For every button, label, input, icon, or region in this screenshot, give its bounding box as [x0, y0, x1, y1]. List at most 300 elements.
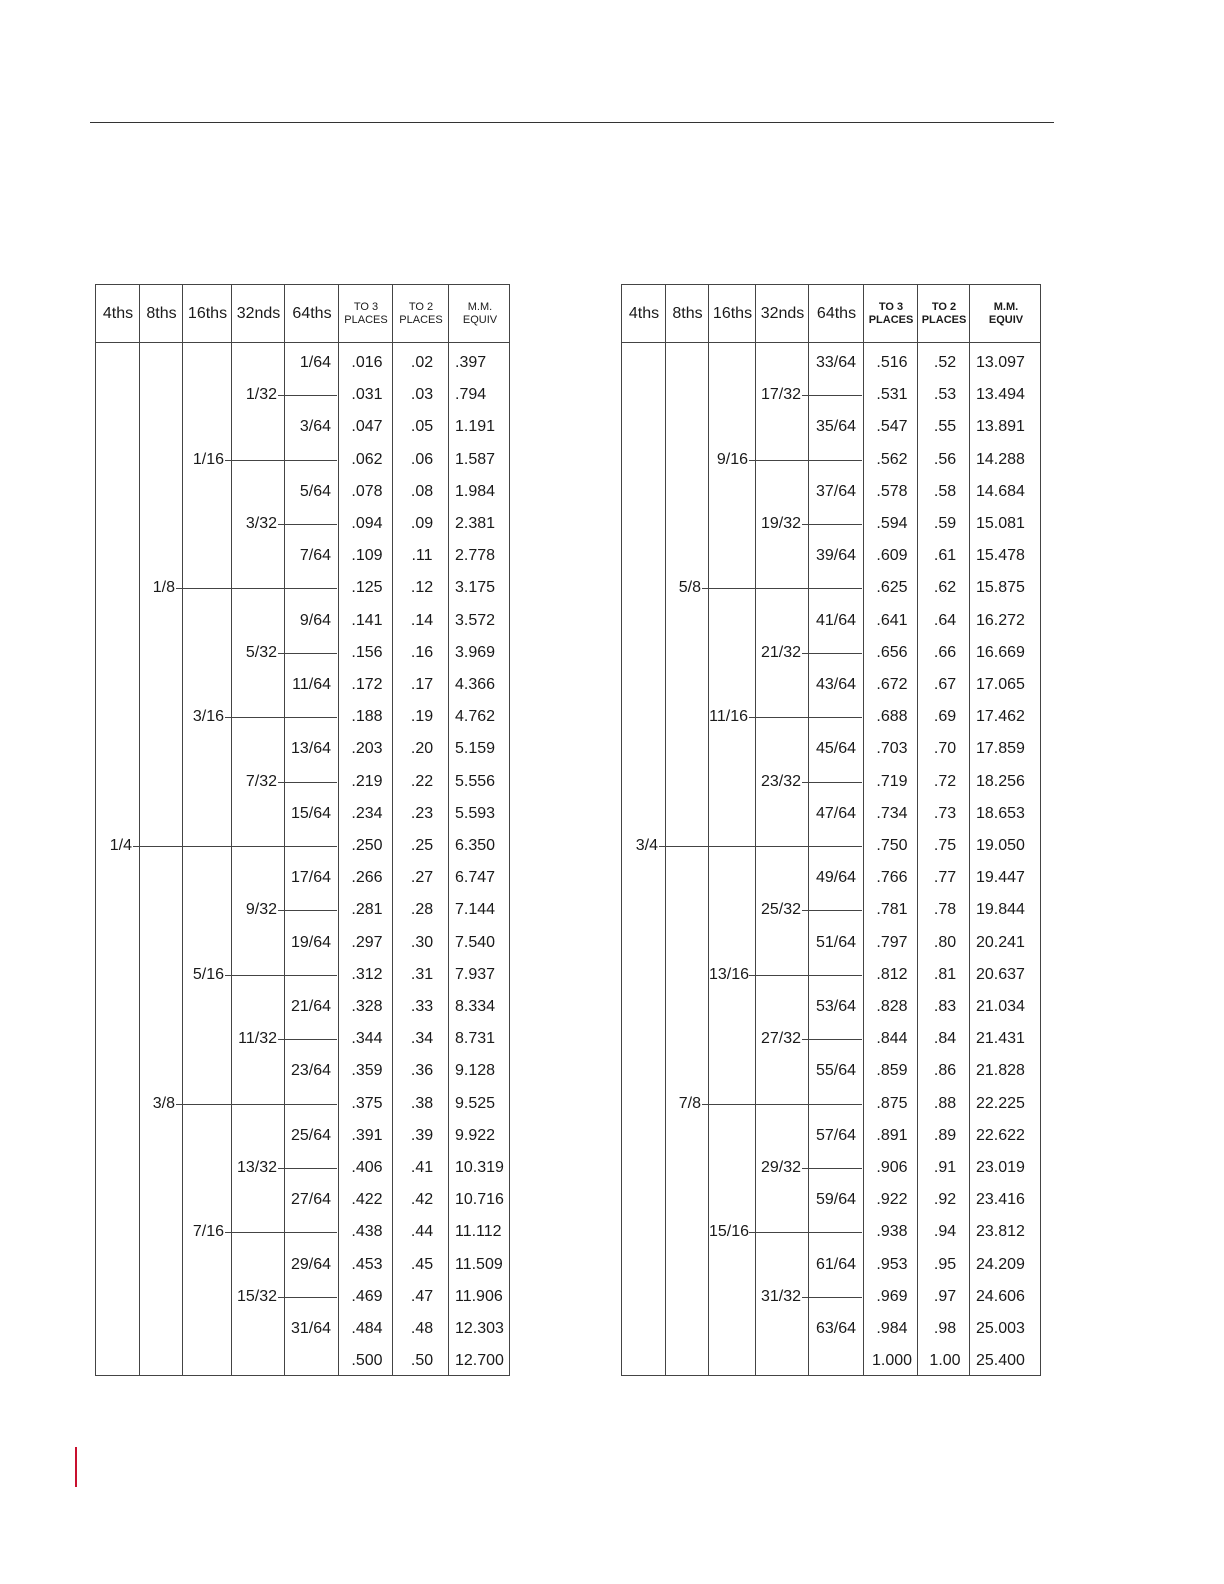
fraction-label: 1/16 [192, 450, 224, 468]
decimal-3-places: .203 [351, 740, 383, 758]
column-divider [863, 285, 864, 1375]
fraction-tick-line [802, 910, 862, 911]
decimal-2-places: .42 [410, 1191, 434, 1209]
decimal-2-places: .62 [933, 579, 957, 597]
header-mm-equiv [970, 285, 1042, 342]
header-mm-equiv-line: M.M. [467, 300, 493, 313]
header-mm-equiv [449, 285, 511, 342]
decimal-2-places: .50 [410, 1352, 434, 1370]
decimal-2-places: .94 [933, 1223, 957, 1241]
fraction-tick-line [802, 524, 862, 525]
header-mm-equiv-line: EQUIV [988, 313, 1024, 326]
fraction-label: 23/64 [290, 1062, 331, 1080]
fraction-tick-line [802, 782, 862, 783]
fraction-tick-line [225, 975, 337, 976]
column-divider [139, 285, 140, 1375]
fraction-label: 57/64 [815, 1126, 856, 1144]
mm-equivalent: 5.159 [455, 740, 496, 758]
decimal-2-places: .23 [410, 804, 434, 822]
mm-equivalent: 6.350 [455, 837, 496, 854]
fraction-tick-line [802, 1039, 862, 1040]
fraction-label: 53/64 [815, 998, 856, 1015]
fraction-label: 3/8 [152, 1094, 175, 1112]
mm-equivalent: 5.556 [455, 772, 496, 790]
decimal-3-places: .453 [351, 1255, 383, 1273]
mm-equivalent: 23.812 [976, 1223, 1025, 1241]
fraction-tick-line [133, 846, 337, 847]
fraction-label: 15/64 [290, 804, 331, 822]
header-to-3-places-line: PLACES [868, 313, 914, 326]
decimal-2-places: .06 [410, 450, 434, 468]
decimal-2-places: .86 [933, 1062, 957, 1080]
decimal-3-places: .641 [876, 611, 908, 629]
decimal-2-places: .98 [933, 1320, 957, 1337]
decimal-2-places: .33 [410, 998, 434, 1015]
mm-equivalent: 25.400 [976, 1352, 1025, 1370]
fraction-label: 5/64 [299, 482, 331, 500]
decimal-2-places: .66 [933, 643, 957, 661]
fraction-label: 39/64 [815, 547, 856, 565]
fraction-tick-line [802, 1168, 862, 1169]
fraction-label: 7/8 [678, 1094, 701, 1112]
mm-equivalent: 8.334 [455, 998, 496, 1015]
fraction-tick-line [659, 846, 862, 847]
decimal-2-places: .44 [410, 1223, 434, 1241]
fraction-label: 15/32 [236, 1287, 277, 1305]
decimal-3-places: .766 [876, 869, 908, 887]
mm-equivalent: 6.747 [455, 869, 496, 887]
fraction-decimal-table-right [621, 284, 1041, 1376]
column-divider [917, 285, 918, 1375]
decimal-2-places: .64 [933, 611, 957, 629]
mm-equivalent: 24.209 [976, 1255, 1025, 1273]
decimal-3-places: .250 [351, 837, 383, 854]
decimal-2-places: .34 [410, 1030, 434, 1048]
fraction-tick-line [802, 653, 862, 654]
mm-equivalent: 3.572 [455, 611, 496, 629]
mm-equivalent: 11.112 [455, 1223, 502, 1241]
mm-equivalent: 3.175 [455, 579, 496, 597]
decimal-2-places: .53 [933, 386, 957, 404]
decimal-2-places: .56 [933, 450, 957, 468]
fraction-label: 9/16 [716, 450, 748, 468]
fraction-label: 13/32 [236, 1159, 277, 1176]
fraction-tick-line [278, 653, 337, 654]
decimal-2-places: .77 [933, 869, 957, 887]
mm-equivalent: 15.478 [976, 547, 1025, 565]
mm-equivalent: 9.128 [455, 1062, 496, 1080]
fraction-tick-line [802, 1297, 862, 1298]
mm-equivalent: 13.891 [976, 418, 1025, 436]
header-32nds: 32nds [236, 304, 281, 322]
decimal-2-places: .45 [410, 1255, 434, 1273]
fraction-tick-line [702, 588, 862, 589]
fraction-label: 31/32 [760, 1287, 801, 1305]
header-16ths: 16ths [712, 304, 753, 322]
header-16ths: 16ths [187, 304, 228, 322]
decimal-2-places: .58 [933, 482, 957, 500]
header-4ths: 4ths [102, 304, 134, 322]
decimal-3-places: .594 [876, 515, 908, 532]
decimal-3-places: .078 [351, 482, 383, 500]
mm-equivalent: 13.494 [976, 386, 1025, 404]
header-to-3-places-line: PLACES [344, 313, 388, 326]
header-to-2-places-line: TO 2 [408, 300, 434, 313]
fraction-label: 19/32 [760, 515, 801, 532]
decimal-3-places: .234 [351, 804, 383, 822]
mm-equivalent: 1.587 [455, 450, 496, 468]
mm-equivalent: 19.447 [976, 869, 1025, 887]
column-divider [392, 285, 393, 1375]
decimal-3-places: .703 [876, 740, 908, 758]
decimal-3-places: .016 [351, 354, 383, 371]
fraction-label: 15/16 [709, 1223, 750, 1241]
decimal-2-places: .41 [410, 1159, 434, 1176]
decimal-3-places: .656 [876, 643, 908, 661]
decimal-2-places: .69 [933, 708, 957, 726]
decimal-3-places: .297 [351, 933, 383, 951]
header-64ths: 64ths [816, 304, 857, 322]
decimal-3-places: .219 [351, 772, 383, 790]
decimal-2-places: .61 [933, 547, 957, 565]
decimal-3-places: .375 [351, 1094, 383, 1112]
decimal-3-places: .422 [351, 1191, 383, 1209]
mm-equivalent: 9.922 [455, 1126, 496, 1144]
decimal-3-places: .500 [351, 1352, 383, 1370]
decimal-2-places: .02 [410, 354, 434, 371]
decimal-2-places: .17 [410, 676, 434, 693]
decimal-3-places: .438 [351, 1223, 383, 1241]
mm-equivalent: 9.525 [455, 1094, 496, 1112]
fraction-label: 47/64 [815, 804, 856, 822]
fraction-tick-line [225, 717, 337, 718]
fraction-label: 23/32 [760, 772, 801, 790]
fraction-tick-line [749, 975, 862, 976]
decimal-3-places: .531 [876, 386, 908, 404]
mm-equivalent: 4.366 [455, 676, 496, 693]
header-divider [622, 342, 1040, 343]
fraction-tick-line [278, 782, 337, 783]
decimal-3-places: .391 [351, 1126, 383, 1144]
header-4ths: 4ths [628, 304, 660, 322]
column-divider [708, 285, 709, 1375]
header-64ths: 64ths [292, 304, 332, 322]
mm-equivalent: 25.003 [976, 1320, 1025, 1337]
mm-equivalent: 24.606 [976, 1287, 1025, 1305]
mm-equivalent: .397 [455, 354, 487, 371]
fraction-tick-line [278, 910, 337, 911]
fraction-label: 5/16 [192, 965, 224, 983]
decimal-2-places: .81 [933, 965, 957, 983]
decimal-2-places: .11 [411, 547, 433, 565]
mm-equivalent: 12.700 [455, 1352, 504, 1370]
decimal-2-places: .52 [933, 354, 957, 371]
decimal-2-places: .78 [933, 901, 957, 919]
decimal-3-places: .031 [351, 386, 383, 404]
decimal-3-places: .469 [351, 1287, 383, 1305]
fraction-label: 13/16 [709, 965, 750, 983]
decimal-3-places: .688 [876, 708, 908, 726]
fraction-label: 49/64 [815, 869, 856, 887]
mm-equivalent: 7.540 [455, 933, 496, 951]
fraction-label: 7/64 [299, 547, 331, 565]
fraction-label: 43/64 [815, 676, 856, 693]
fraction-label: 37/64 [815, 482, 856, 500]
decimal-3-places: .547 [876, 418, 908, 436]
decimal-3-places: .875 [876, 1094, 908, 1112]
mm-equivalent: 18.256 [976, 772, 1025, 790]
mm-equivalent: 2.381 [455, 515, 496, 532]
mm-equivalent: 21.034 [976, 998, 1025, 1015]
decimal-2-places: .70 [933, 740, 957, 758]
decimal-3-places: .734 [876, 804, 908, 822]
header-to-2-places [918, 285, 970, 342]
mm-equivalent: 17.462 [976, 708, 1025, 726]
decimal-2-places: .12 [410, 579, 434, 597]
fraction-label: 11/64 [292, 676, 331, 693]
mm-equivalent: 15.875 [976, 579, 1025, 597]
fraction-label: 33/64 [815, 354, 856, 371]
column-divider [182, 285, 183, 1375]
fraction-label: 25/32 [760, 901, 801, 919]
fraction-label: 1/8 [152, 579, 175, 597]
column-divider [755, 285, 756, 1375]
mm-equivalent: 3.969 [455, 643, 496, 661]
decimal-2-places: .55 [933, 418, 957, 436]
fraction-tick-line [278, 524, 337, 525]
header-to-3-places [864, 285, 918, 342]
mm-equivalent: 11.509 [455, 1255, 503, 1273]
column-divider [231, 285, 232, 1375]
decimal-2-places: .73 [933, 804, 957, 822]
fraction-tick-line [802, 395, 862, 396]
decimal-3-places: .828 [876, 998, 908, 1015]
mm-equivalent: 22.225 [976, 1094, 1025, 1112]
fraction-label: 29/64 [290, 1255, 331, 1273]
decimal-2-places: .67 [933, 676, 957, 693]
fraction-label: 9/32 [245, 901, 277, 919]
decimal-3-places: .484 [351, 1320, 383, 1337]
decimal-2-places: .38 [410, 1094, 434, 1112]
mm-equivalent: 7.144 [455, 901, 496, 919]
fraction-label: 17/32 [760, 386, 801, 404]
fraction-tick-line [278, 1168, 337, 1169]
fraction-tick-line [225, 460, 337, 461]
decimal-3-places: .812 [876, 965, 908, 983]
fraction-tick-line [176, 1104, 337, 1105]
decimal-3-places: .844 [876, 1030, 908, 1048]
decimal-2-places: .75 [933, 837, 957, 854]
decimal-3-places: .062 [351, 450, 383, 468]
fraction-label: 31/64 [290, 1320, 331, 1337]
decimal-2-places: .39 [410, 1126, 434, 1144]
decimal-2-places: .25 [410, 837, 434, 854]
decimal-3-places: .922 [876, 1191, 908, 1209]
decimal-3-places: .047 [351, 418, 383, 436]
column-divider [448, 285, 449, 1375]
fraction-label: 41/64 [815, 611, 856, 629]
fraction-label: 21/32 [760, 643, 801, 661]
decimal-3-places: .141 [351, 611, 383, 629]
fraction-tick-line [278, 1297, 337, 1298]
fraction-label: 29/32 [760, 1159, 801, 1176]
fraction-label: 51/64 [815, 933, 856, 951]
decimal-3-places: .266 [351, 869, 383, 887]
decimal-2-places: .72 [933, 772, 957, 790]
header-to-2-places-line: PLACES [399, 313, 443, 326]
decimal-2-places: .36 [410, 1062, 434, 1080]
fraction-label: 25/64 [290, 1126, 331, 1144]
fraction-label: 63/64 [815, 1320, 856, 1337]
decimal-2-places: .84 [933, 1030, 957, 1048]
decimal-3-places: .094 [351, 515, 383, 532]
mm-equivalent: 17.859 [976, 740, 1025, 758]
decimal-2-places: .31 [410, 965, 434, 983]
decimal-2-places: .03 [410, 386, 434, 404]
fraction-label: 35/64 [815, 418, 856, 436]
column-divider [665, 285, 666, 1375]
decimal-2-places: .91 [933, 1159, 957, 1176]
fraction-tick-line [176, 588, 337, 589]
fraction-label: 59/64 [815, 1191, 856, 1209]
fraction-label: 3/16 [192, 708, 224, 726]
header-to-2-places-line: TO 2 [931, 300, 957, 313]
fraction-tick-line [225, 1232, 337, 1233]
decimal-2-places: .83 [933, 998, 957, 1015]
fraction-label: 17/64 [290, 869, 331, 887]
fraction-label: 21/64 [290, 998, 331, 1015]
decimal-3-places: .672 [876, 676, 908, 693]
decimal-2-places: .09 [410, 515, 434, 532]
fraction-label: 7/32 [245, 772, 277, 790]
header-to-2-places [393, 285, 449, 342]
fraction-label: 1/4 [109, 837, 132, 854]
header-to-2-places-line: PLACES [921, 313, 967, 326]
column-divider [808, 285, 809, 1375]
fraction-label: 45/64 [815, 740, 856, 758]
mm-equivalent: 5.593 [455, 804, 496, 822]
decimal-3-places: .797 [876, 933, 908, 951]
decimal-2-places: .05 [410, 418, 434, 436]
decimal-3-places: .938 [876, 1223, 908, 1241]
decimal-3-places: .516 [876, 354, 908, 371]
column-divider [284, 285, 285, 1375]
mm-equivalent: 23.019 [976, 1159, 1025, 1176]
mm-equivalent: 19.844 [976, 901, 1025, 919]
fraction-label: 1/32 [245, 386, 277, 404]
fraction-label: 61/64 [815, 1255, 856, 1273]
decimal-3-places: .109 [351, 547, 383, 565]
mm-equivalent: 13.097 [976, 354, 1025, 371]
fraction-label: 9/64 [299, 611, 331, 629]
mm-equivalent: 18.653 [976, 804, 1025, 822]
header-8ths: 8ths [146, 304, 177, 322]
fraction-label: 5/8 [678, 579, 701, 597]
mm-equivalent: .794 [455, 386, 487, 404]
decimal-2-places: .95 [933, 1255, 957, 1273]
decimal-3-places: .359 [351, 1062, 383, 1080]
header-mm-equiv-line: EQUIV [462, 313, 498, 326]
mm-equivalent: 14.684 [976, 482, 1025, 500]
decimal-2-places: .30 [410, 933, 434, 951]
top-rule [90, 122, 1054, 123]
fraction-label: 27/32 [760, 1030, 801, 1048]
mm-equivalent: 22.622 [976, 1126, 1025, 1144]
decimal-2-places: .20 [410, 740, 434, 758]
decimal-3-places: .312 [351, 965, 383, 983]
decimal-2-places: .92 [933, 1191, 957, 1209]
decimal-2-places: .47 [410, 1287, 434, 1305]
decimal-3-places: .625 [876, 579, 908, 597]
decimal-2-places: .48 [410, 1320, 434, 1337]
decimal-2-places: .16 [410, 643, 434, 661]
mm-equivalent: 20.637 [976, 965, 1025, 983]
decimal-2-places: .97 [933, 1287, 957, 1305]
fraction-label: 11/32 [238, 1030, 277, 1048]
fraction-label: 7/16 [192, 1223, 224, 1241]
decimal-3-places: .969 [876, 1287, 908, 1305]
header-mm-equiv-line: M.M. [993, 300, 1019, 313]
fraction-label: 5/32 [245, 643, 277, 661]
fraction-label: 13/64 [290, 740, 331, 758]
decimal-3-places: .906 [876, 1159, 908, 1176]
mm-equivalent: 17.065 [976, 676, 1025, 693]
column-divider [338, 285, 339, 1375]
fraction-label: 1/64 [299, 354, 331, 371]
mm-equivalent: 11.906 [455, 1287, 503, 1305]
fraction-label: 11/16 [709, 708, 748, 726]
fraction-tick-line [749, 717, 862, 718]
mm-equivalent: 23.416 [976, 1191, 1025, 1209]
decimal-3-places: .562 [876, 450, 908, 468]
decimal-3-places: .953 [876, 1255, 908, 1273]
mm-equivalent: 14.288 [976, 450, 1025, 468]
decimal-3-places: .172 [351, 676, 383, 693]
decimal-2-places: 1.00 [929, 1352, 961, 1370]
decimal-3-places: .859 [876, 1062, 908, 1080]
decimal-2-places: .22 [410, 772, 434, 790]
header-32nds: 32nds [760, 304, 805, 322]
header-to-3-places [339, 285, 393, 342]
decimal-3-places: .719 [876, 772, 908, 790]
header-to-3-places-line: TO 3 [878, 300, 904, 313]
fraction-label: 27/64 [290, 1191, 331, 1209]
fraction-label: 3/32 [245, 515, 277, 532]
decimal-2-places: .80 [933, 933, 957, 951]
decimal-3-places: .984 [876, 1320, 908, 1337]
mm-equivalent: 10.319 [455, 1159, 504, 1176]
header-8ths: 8ths [672, 304, 703, 322]
decimal-3-places: .344 [351, 1030, 383, 1048]
fraction-label: 3/64 [299, 418, 331, 436]
column-divider [969, 285, 970, 1375]
decimal-3-places: .328 [351, 998, 383, 1015]
fraction-tick-line [702, 1104, 862, 1105]
mm-equivalent: 16.272 [976, 611, 1025, 629]
mm-equivalent: 1.191 [455, 418, 496, 436]
decimal-2-places: .08 [410, 482, 434, 500]
decimal-3-places: .750 [876, 837, 908, 854]
decimal-3-places: .891 [876, 1126, 908, 1144]
fraction-label: 19/64 [290, 933, 331, 951]
decimal-2-places: .89 [933, 1126, 957, 1144]
decimal-3-places: .578 [876, 482, 908, 500]
mm-equivalent: 21.431 [976, 1030, 1025, 1048]
decimal-3-places: .406 [351, 1159, 383, 1176]
decimal-2-places: .27 [410, 869, 434, 887]
accent-bar [75, 1447, 77, 1487]
decimal-3-places: .281 [351, 901, 383, 919]
